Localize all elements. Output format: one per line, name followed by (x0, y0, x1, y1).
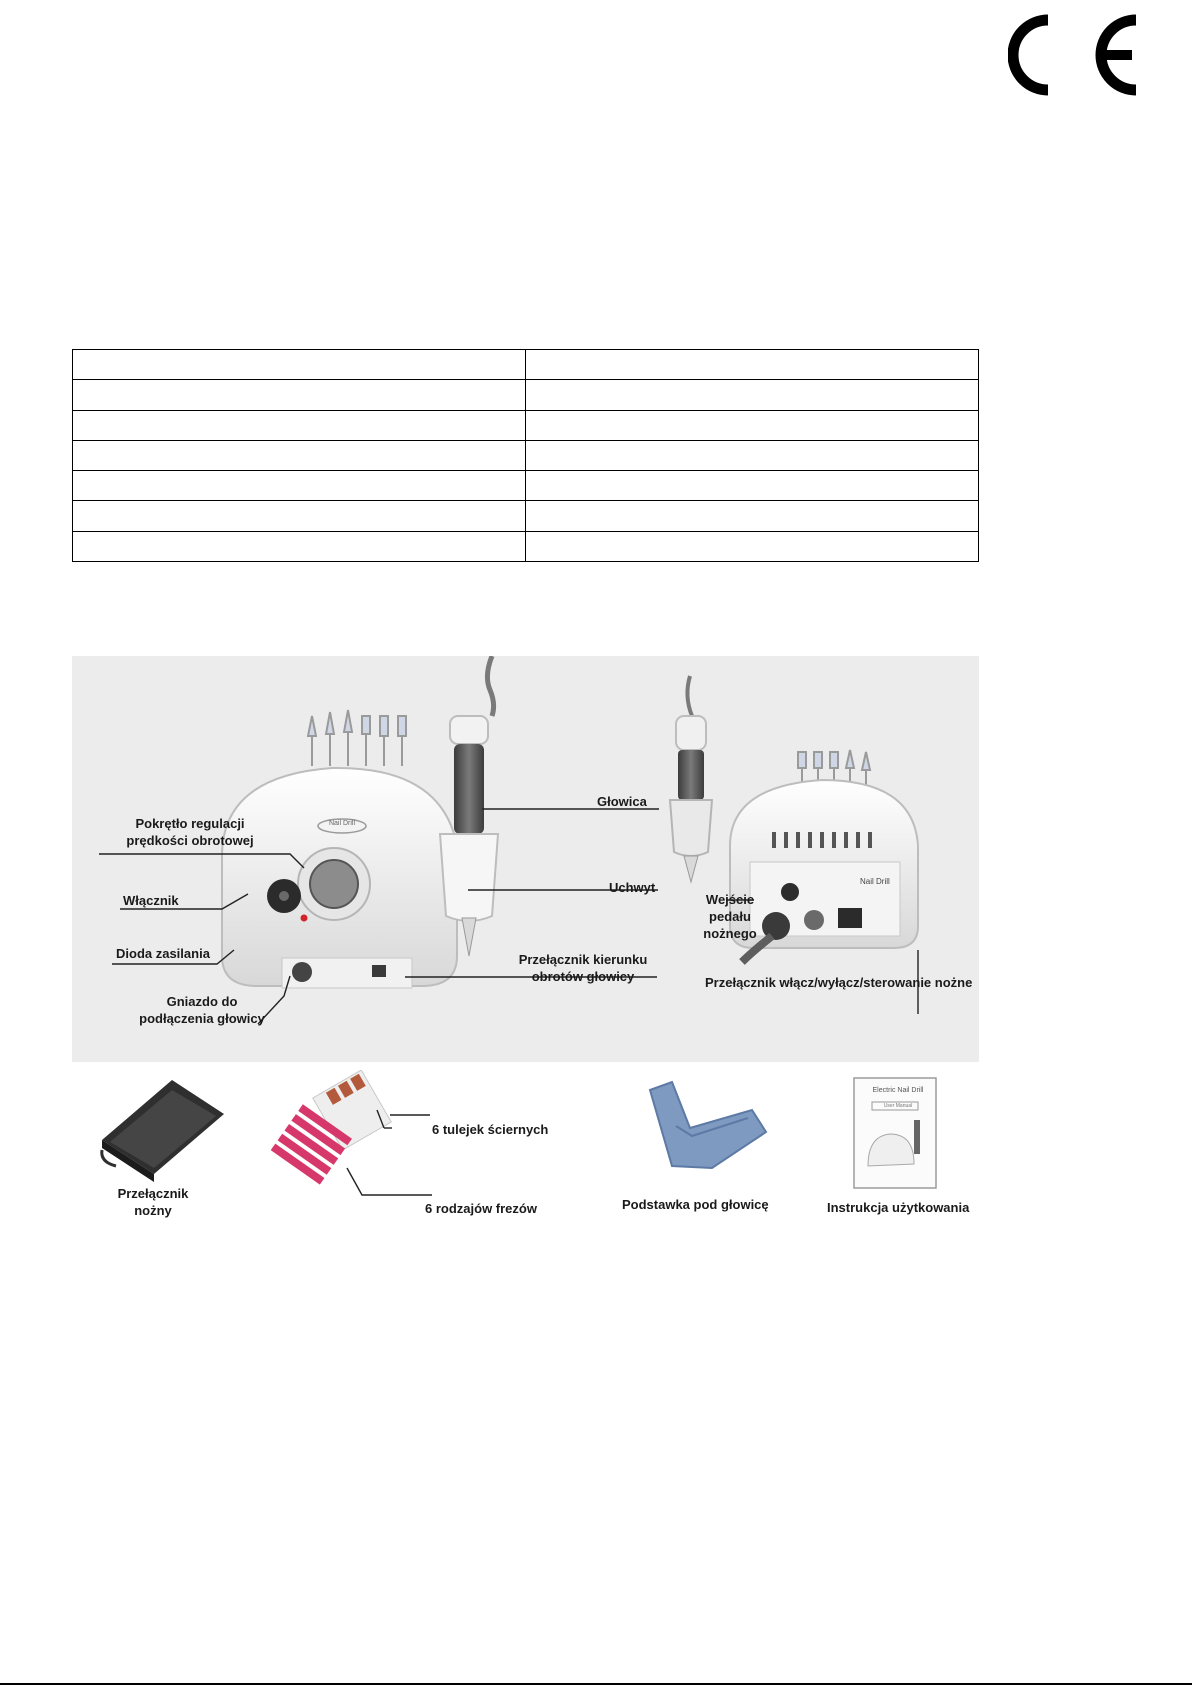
spec-row (73, 380, 979, 410)
power-switch-label: Włącznik (123, 893, 179, 908)
pedal-input-label: Wejście pedału nożnego (703, 892, 757, 941)
manual-title: Electric Nail Drill (872, 1087, 924, 1094)
spec-row (73, 440, 979, 470)
spec-row (73, 501, 979, 531)
spec-parameter-cell (73, 410, 526, 440)
spec-value-cell (526, 501, 979, 531)
spec-value-cell (526, 531, 979, 561)
fuse-holder (804, 910, 824, 930)
front-badge-text: Nail Drill (328, 820, 356, 827)
spec-parameter-cell (73, 440, 526, 470)
spec-parameter-cell (73, 471, 526, 501)
spec-value-cell (526, 471, 979, 501)
handpiece-stand-label: Podstawka pod głowicę (622, 1197, 769, 1212)
bit-rack-front (308, 710, 406, 766)
handpiece-socket-label: Gniazdo do podłączenia głowicy (139, 994, 265, 1026)
spec-parameter-cell (73, 350, 526, 380)
direction-switch (372, 965, 386, 977)
manual-subtitle: User Manual (883, 1103, 913, 1109)
drill-bits-label: 6 rodzajów frezów (425, 1201, 537, 1216)
sanding-bands-label: 6 tulejek ściernych (432, 1122, 549, 1137)
foot-pedal-label: Przełącznik nożny (117, 1186, 189, 1218)
rear-badge-text: Nail Drill (860, 877, 890, 886)
spec-value-cell (526, 440, 979, 470)
spec-parameter-cell (73, 380, 526, 410)
spec-parameter-cell (73, 531, 526, 561)
direction-switch-label: Przełącznik kierunku obrotów głowicy (518, 952, 648, 984)
front-control-unit (222, 710, 457, 988)
speed-knob-label: Pokrętło regulacji prędkości obrotowej (126, 816, 254, 848)
spec-row (73, 471, 979, 501)
mode-switch-label: Przełącznik włącz/wyłącz/sterowanie nożne (705, 975, 973, 990)
spec-parameter-cell (73, 501, 526, 531)
manual-icon (854, 1078, 936, 1188)
spec-value-cell (526, 350, 979, 380)
foot-pedal-icon (102, 1080, 224, 1182)
specification-table-body (73, 350, 979, 562)
handpiece-stand-icon (650, 1082, 766, 1168)
mode-switch (838, 908, 862, 928)
handpiece (440, 656, 498, 956)
spec-value-cell (526, 380, 979, 410)
spec-row (73, 410, 979, 440)
handpiece-label: Głowica (597, 794, 647, 809)
spec-row (73, 350, 979, 380)
power-led-label: Dioda zasilania (116, 946, 210, 961)
manual-label: Instrukcja użytkowania (827, 1200, 970, 1215)
handpiece-socket (292, 962, 312, 982)
spec-value-cell (526, 410, 979, 440)
ce-mark-icon (1008, 14, 1144, 96)
accessories-illustration (72, 1070, 979, 1250)
holder-label: Uchwyt (609, 880, 656, 895)
power-led (301, 915, 308, 922)
specification-table (72, 349, 979, 562)
pedal-input-socket (781, 883, 799, 901)
spec-row (73, 531, 979, 561)
